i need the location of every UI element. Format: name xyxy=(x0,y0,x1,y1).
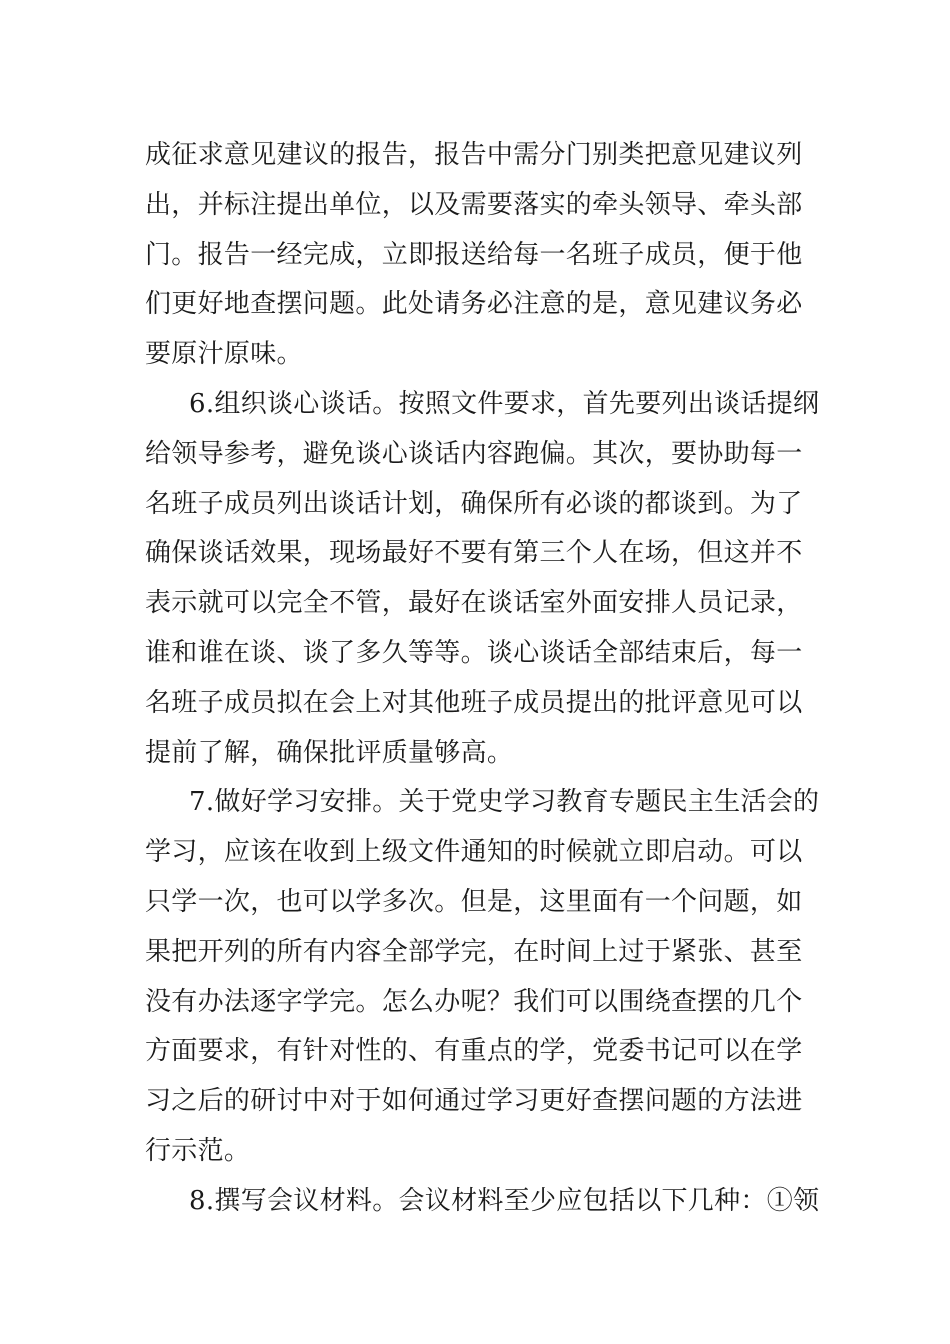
text-line: 名班子成员列出谈话计划，确保所有必谈的都谈到。为了 xyxy=(145,488,803,519)
document-body xyxy=(145,131,820,1227)
text-line: 提前了解，确保批评质量够高。 xyxy=(145,737,514,768)
text-line: 确保谈话效果，现场最好不要有第三个人在场，但这并不 xyxy=(145,538,803,569)
text-line: 表示就可以完全不管，最好在谈话室外面安排人员记录， xyxy=(145,588,803,619)
text-line: 要原汁原味。 xyxy=(145,339,303,370)
text-line: 成征求意见建议的报告，报告中需分门别类把意见建议列 xyxy=(145,140,803,170)
text-line: 名班子成员拟在会上对其他班子成员提出的批评意见可以 xyxy=(145,687,803,718)
text-line: 出，并标注提出单位，以及需要落实的牵头领导、牵头部 xyxy=(145,189,803,220)
text-line: 门。报告一经完成，立即报送给每一名班子成员，便于他 xyxy=(145,239,803,270)
text-line: 学习，应该在收到上级文件通知的时候就立即启动。可以 xyxy=(145,837,803,868)
text-line: 没有办法逐字学完。怎么办呢？我们可以围绕查摆的几个 xyxy=(145,986,803,1017)
paragraph-6 xyxy=(145,380,820,778)
text-line: 果把开列的所有内容全部学完，在时间上过于紧张、甚至 xyxy=(145,936,803,967)
paragraph-7 xyxy=(145,778,820,1176)
paragraph-8 xyxy=(145,1177,820,1227)
paragraph-continuation xyxy=(145,131,810,380)
text-line: 谁和谁在谈、谈了多久等等。谈心谈话全部结束后，每一 xyxy=(145,637,803,668)
text-line: 们更好地查摆问题。此处请务必注意的是，意见建议务必 xyxy=(145,289,803,320)
text-line: 6.组织谈心谈话。按照文件要求，首先要列出谈话提纲 xyxy=(189,388,820,419)
text-line: 习之后的研讨中对于如何通过学习更好查摆问题的方法进 xyxy=(145,1086,803,1117)
text-line: 7.做好学习安排。关于党史学习教育专题民主生活会的 xyxy=(189,787,820,818)
text-line: 8.撰写会议材料。会议材料至少应包括以下几种：①领 xyxy=(189,1185,820,1216)
text-line: 方面要求，有针对性的、有重点的学，党委书记可以在学 xyxy=(145,1036,803,1067)
text-line: 给领导参考，避免谈心谈话内容跑偏。其次，要协助每一 xyxy=(145,438,803,469)
text-line: 行示范。 xyxy=(145,1135,251,1166)
text-line: 只学一次，也可以学多次。但是，这里面有一个问题，如 xyxy=(145,886,803,917)
